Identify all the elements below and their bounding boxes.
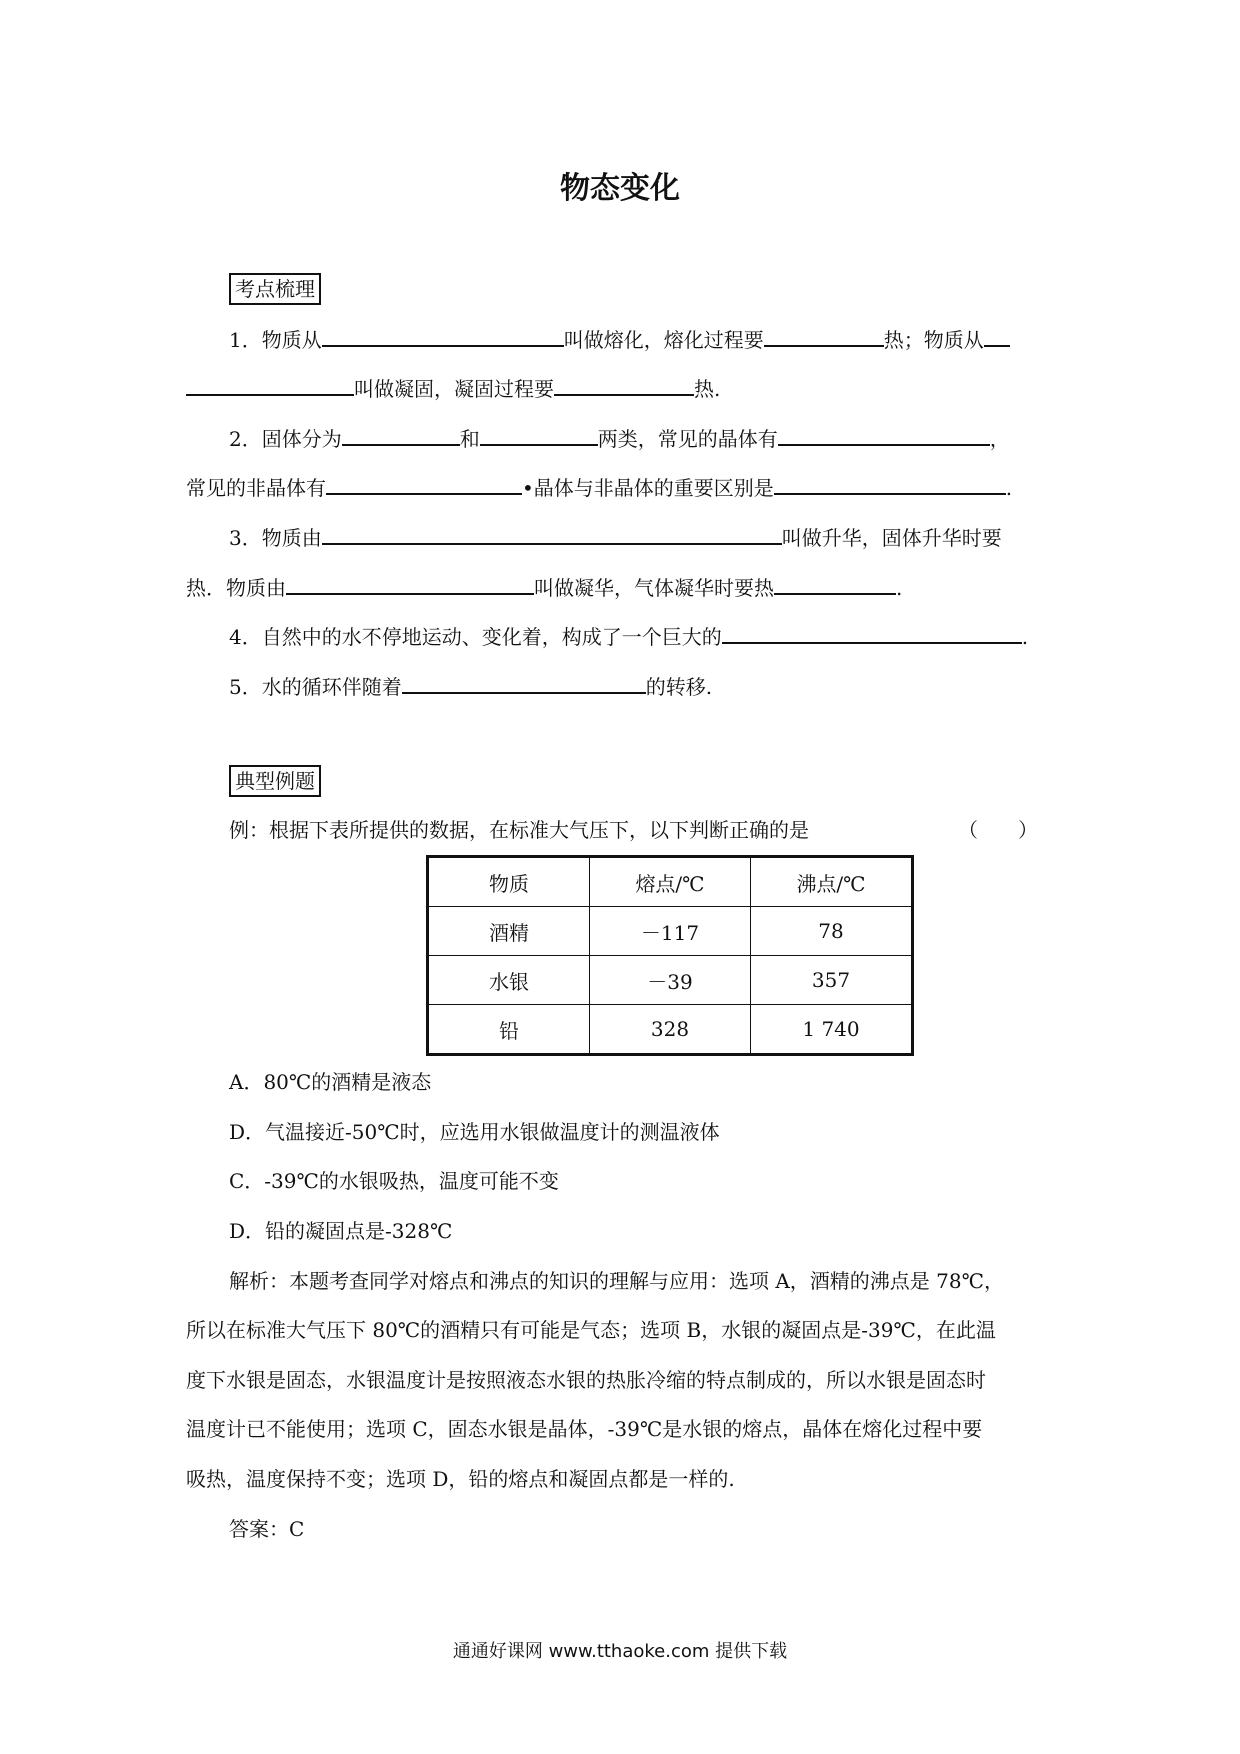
answer-parentheses: （ ） bbox=[958, 818, 1038, 842]
q2-blank-2 bbox=[480, 422, 598, 446]
table-header-row bbox=[428, 857, 913, 907]
table-header-cell: 物质 bbox=[428, 857, 590, 907]
q2-text-6: •晶体与非晶体的重要区别是 bbox=[522, 476, 774, 500]
question-2-line-2 bbox=[186, 471, 1012, 503]
q3-text-3: 热．物质由 bbox=[186, 576, 286, 600]
q3-blank-1 bbox=[322, 521, 782, 545]
footer-source: 通通好课网 www.tthaoke.com 提供下载 bbox=[452, 1641, 788, 1662]
question-5 bbox=[229, 670, 712, 702]
q4-text-1: 4．自然中的水不停地运动、变化着，构成了一个巨大的 bbox=[229, 625, 722, 649]
answer: 答案：C bbox=[229, 1517, 305, 1541]
q3-text-1: 3．物质由 bbox=[229, 526, 322, 550]
table-cell: 水银 bbox=[428, 956, 590, 1005]
q3-text-2: 叫做升华，固体升华时要 bbox=[781, 526, 1002, 550]
page-title: 物态变化 bbox=[560, 171, 680, 206]
q2-blank-1 bbox=[342, 422, 460, 446]
option-c: C．-39℃的水银吸热，温度可能不变 bbox=[229, 1169, 559, 1193]
q2-blank-5 bbox=[774, 471, 1006, 495]
table-cell: 328 bbox=[590, 1005, 751, 1055]
q5-blank-1 bbox=[402, 670, 646, 694]
section-heading-examples-text: 典型例题 bbox=[235, 769, 315, 793]
analysis-line-4: 温度计已不能使用；选项 C，固态水银是晶体，-39℃是水银的熔点，晶体在熔化过程中要 bbox=[186, 1417, 983, 1441]
q4-text-2: . bbox=[1021, 625, 1029, 649]
analysis-line-1: 解析：本题考查同学对熔点和沸点的知识的理解与应用：选项 A，酒精的沸点是 78℃， bbox=[229, 1269, 1004, 1293]
option-b: D．气温接近-50℃时，应选用水银做温度计的测温液体 bbox=[229, 1120, 720, 1144]
table-row bbox=[428, 907, 913, 956]
analysis-line-2: 所以在标准大气压下 80℃的酒精只有可能是气态；选项 B，水银的凝固点是-39℃，在此温 bbox=[186, 1318, 996, 1342]
q1-blank-1 bbox=[322, 323, 564, 347]
q1-text-5: 热. bbox=[694, 377, 721, 401]
option-d: D．铅的凝固点是-328℃ bbox=[229, 1219, 453, 1243]
q1-blank-2 bbox=[764, 323, 884, 347]
q2-text-1: 2．固体分为 bbox=[229, 427, 342, 451]
question-1-line-2 bbox=[186, 372, 720, 404]
q3-text-5: . bbox=[896, 576, 903, 600]
q3-blank-3 bbox=[774, 571, 896, 595]
table-cell: 78 bbox=[751, 907, 913, 956]
section-heading-key-points: 考点梳理 bbox=[229, 273, 321, 305]
q1-blank-3a bbox=[984, 323, 1010, 347]
q3-blank-2 bbox=[286, 571, 534, 595]
question-4 bbox=[229, 620, 1028, 652]
table-header-cell: 熔点/℃ bbox=[590, 857, 751, 907]
q1-text-1: 1．物质从 bbox=[229, 328, 322, 352]
q1-text-4: 叫做凝固，凝固过程要 bbox=[354, 377, 554, 401]
q2-blank-3 bbox=[778, 422, 990, 446]
q5-text-1: 5．水的循环伴随着 bbox=[229, 675, 402, 699]
table-cell: －117 bbox=[590, 907, 751, 956]
analysis-line-5: 吸热，温度保持不变；选项 D，铅的熔点和凝固点都是一样的. bbox=[186, 1467, 735, 1491]
table-cell: －39 bbox=[590, 956, 751, 1005]
table-cell: 酒精 bbox=[428, 907, 590, 956]
question-2-line-1 bbox=[229, 422, 1010, 454]
question-1-line-1 bbox=[229, 323, 1010, 355]
section-heading-examples bbox=[229, 765, 321, 797]
q2-text-7: . bbox=[1005, 476, 1013, 500]
q1-blank-4 bbox=[554, 372, 694, 396]
q2-text-3: 两类，常见的晶体有 bbox=[597, 427, 778, 451]
q5-text-2: 的转移. bbox=[645, 675, 713, 699]
q3-text-4: 叫做凝华，气体凝华时要热 bbox=[534, 576, 774, 600]
q4-blank-1 bbox=[722, 620, 1022, 644]
table-header-cell: 沸点/℃ bbox=[751, 857, 913, 907]
q2-text-4: ， bbox=[989, 427, 1010, 451]
question-3-line-1 bbox=[229, 521, 1002, 553]
q1-blank-3b bbox=[186, 372, 354, 396]
table-row bbox=[428, 956, 913, 1005]
option-a: A．80℃的酒精是液态 bbox=[229, 1070, 432, 1094]
q1-text-2: 叫做熔化，熔化过程要 bbox=[563, 328, 764, 352]
data-table bbox=[426, 855, 914, 1056]
q1-text-3: 热；物质从 bbox=[883, 328, 984, 352]
question-3-line-2 bbox=[186, 571, 902, 603]
table-cell: 357 bbox=[751, 956, 913, 1005]
table-cell: 1 740 bbox=[751, 1005, 913, 1055]
q2-blank-4 bbox=[326, 471, 522, 495]
example-question: 例：根据下表所提供的数据，在标准大气压下，以下判断正确的是 bbox=[229, 818, 809, 842]
analysis-line-3: 度下水银是固态，水银温度计是按照液态水银的热胀冷缩的特点制成的，所以水银是固态时 bbox=[186, 1368, 986, 1392]
table-row bbox=[428, 1005, 913, 1055]
q2-text-2: 和 bbox=[459, 427, 480, 451]
table-cell: 铅 bbox=[428, 1005, 590, 1055]
q2-text-5: 常见的非晶体有 bbox=[186, 476, 326, 500]
